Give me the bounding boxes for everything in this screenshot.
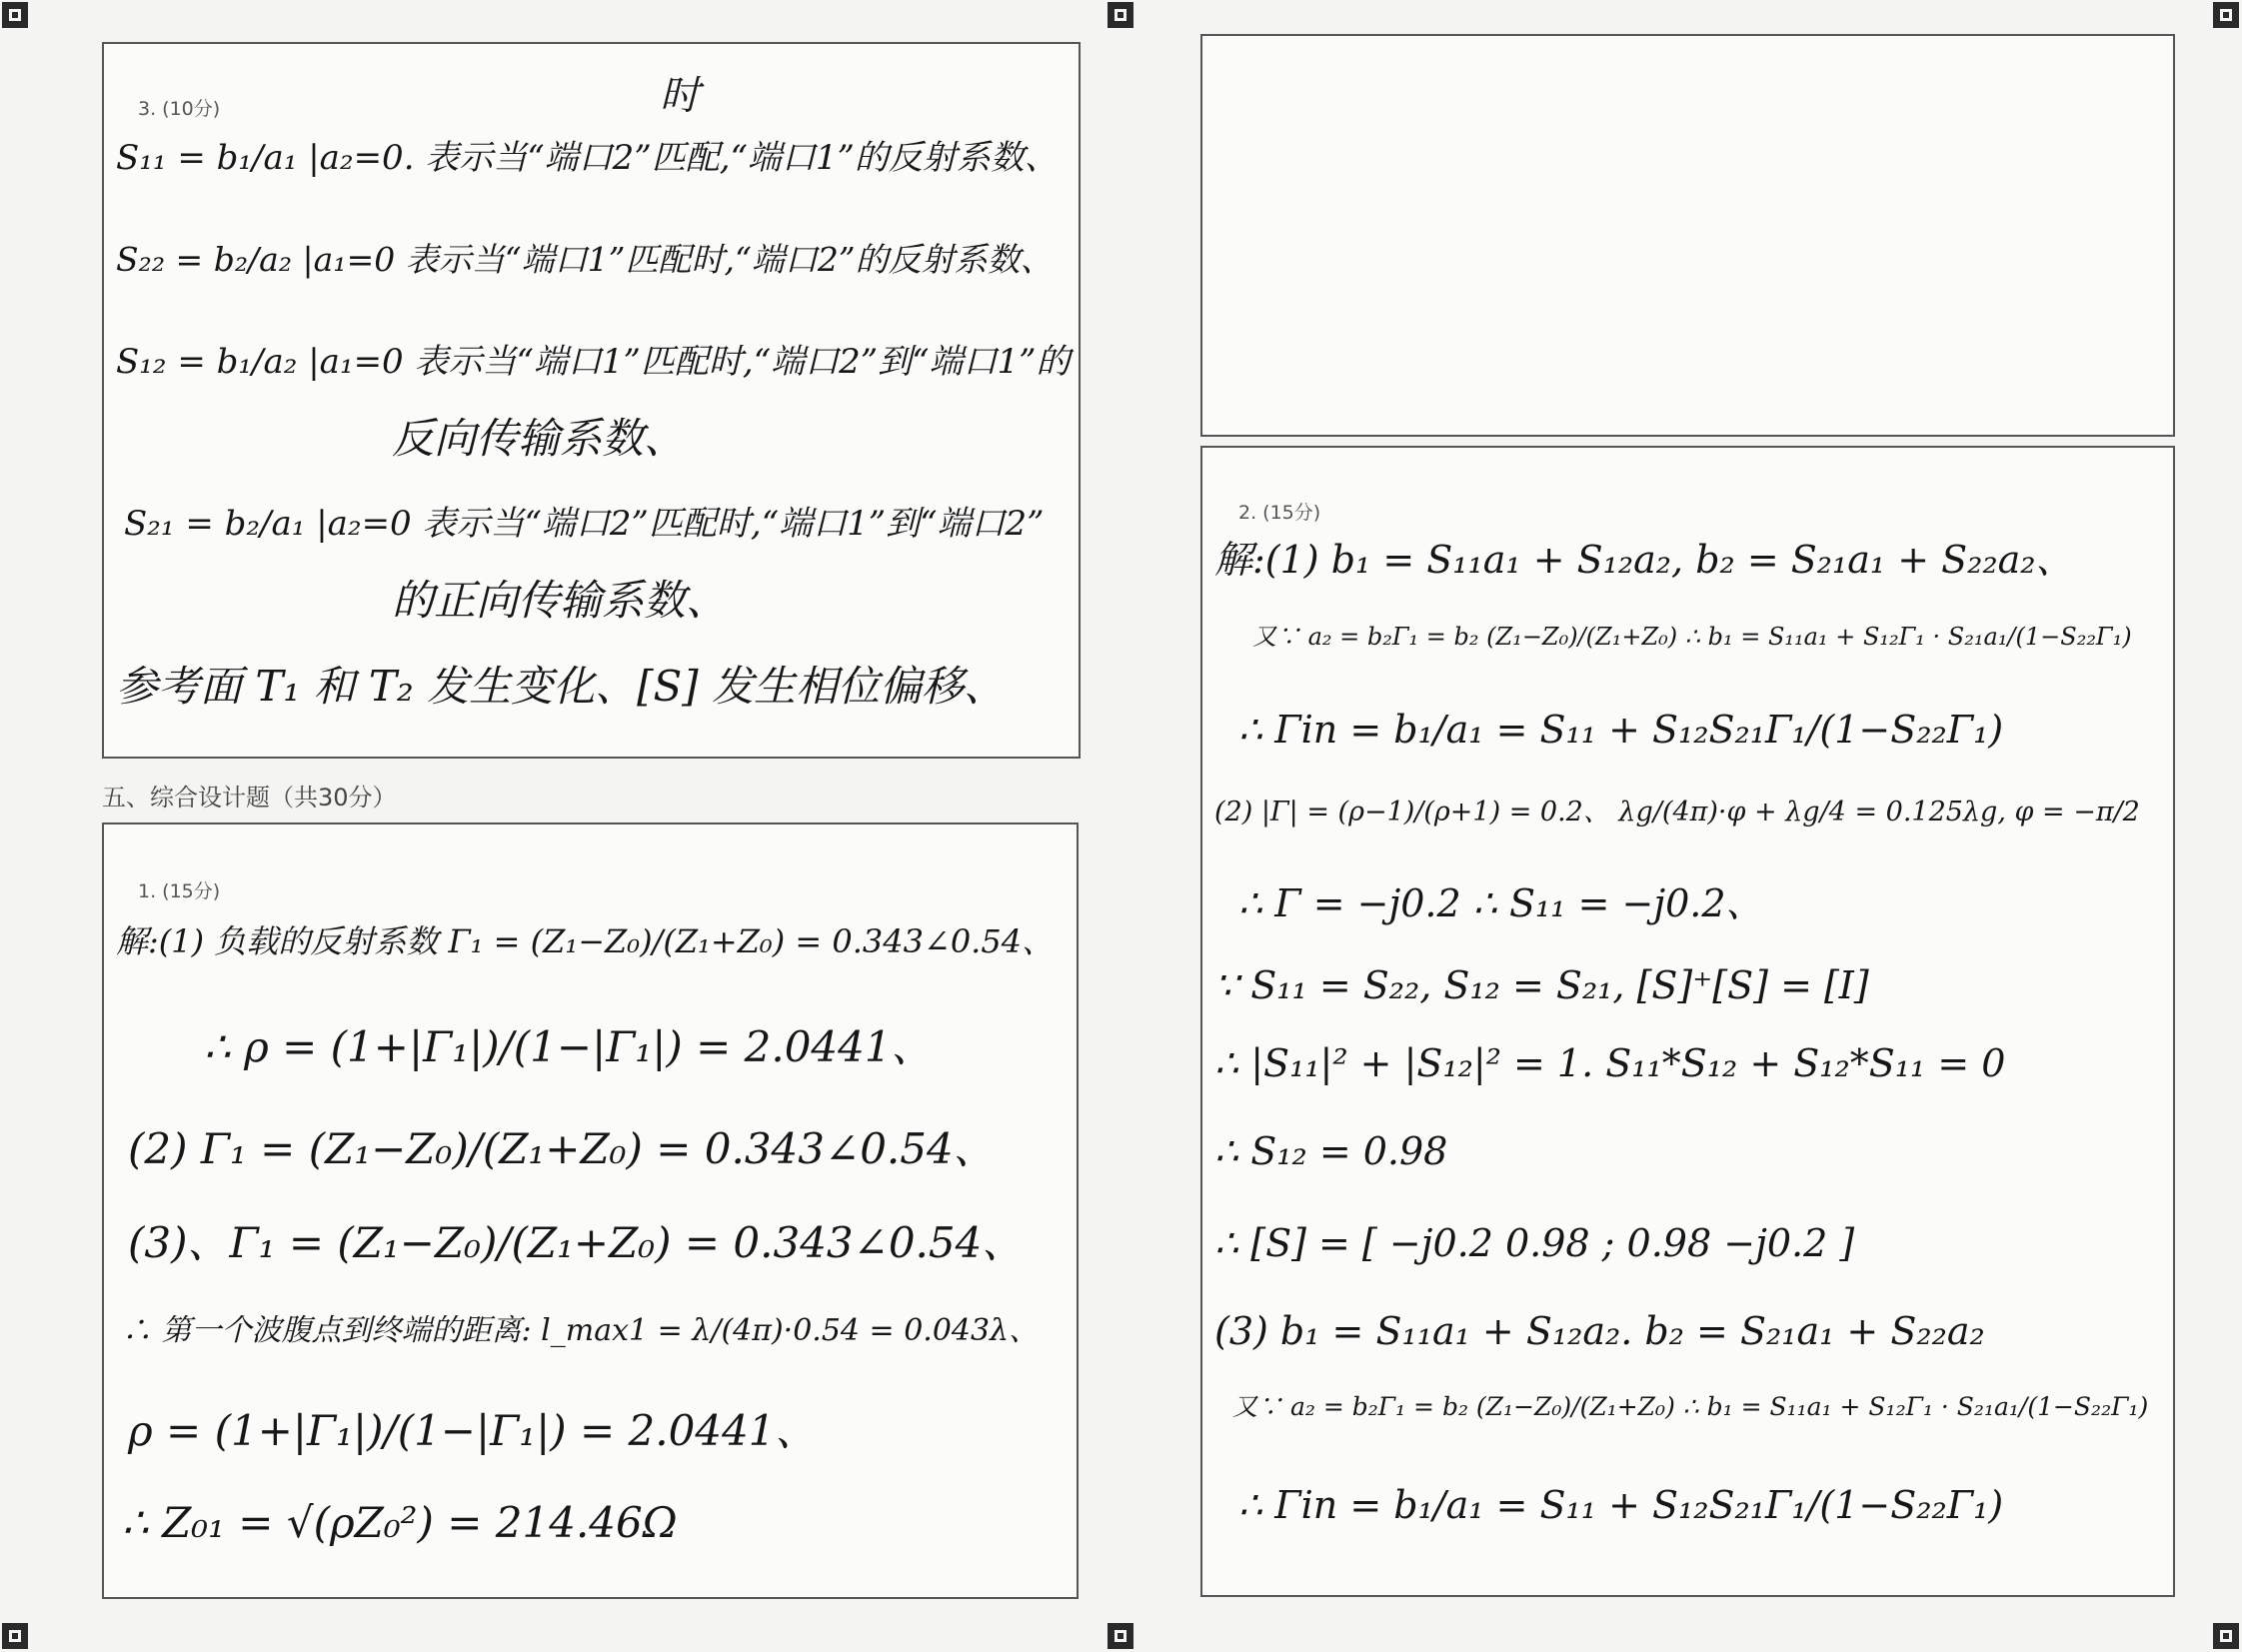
handwritten-line: ∴ [S] = [ −j0.2 0.98 ; 0.98 −j0.2 ] (1214, 1221, 1855, 1265)
registration-marker-bottom-left (2, 1623, 28, 1649)
handwritten-line: (3)、Γ₁ = (Z₁−Z₀)/(Z₁+Z₀) = 0.343∠0.54、 (128, 1218, 1025, 1267)
question-label: 2. (15分) (1238, 502, 1321, 524)
handwritten-line: ρ = (1+|Γ₁|)/(1−|Γ₁|) = 2.0441、 (128, 1406, 818, 1455)
handwritten-line: S₂₁ = b₂/a₁ |a₂=0 表示当“端口2”匹配时,“端口1”到“端口2” (124, 504, 1045, 544)
handwritten-line: ∴ Γ = −j0.2 ∴ S₁₁ = −j0.2、 (1238, 881, 1764, 925)
section-title: 五、综合设计题（共30分） (102, 784, 397, 812)
handwritten-line: (2) Γ₁ = (Z₁−Z₀)/(Z₁+Z₀) = 0.343∠0.54、 (128, 1124, 996, 1173)
answer-box-blank (1200, 34, 2175, 437)
handwritten-line: 解:(1) 负载的反射系数 Γ₁ = (Z₁−Z₀)/(Z₁+Z₀) = 0.343∠0.54、 (116, 922, 1055, 960)
registration-marker-top-right (2213, 2, 2239, 28)
handwritten-line: ∴ ρ = (1+|Γ₁|)/(1−|Γ₁|) = 2.0441、 (204, 1022, 934, 1071)
handwritten-line: ∴ Γin = b₁/a₁ = S₁₁ + S₁₂S₂₁Γ₁/(1−S₂₂Γ₁) (1238, 708, 2004, 752)
handwritten-line: ∵ S₁₁ = S₂₂, S₁₂ = S₂₁, [S]⁺[S] = [I] (1214, 963, 1869, 1007)
handwritten-line: ∴ S₁₂ = 0.98 (1214, 1129, 1448, 1173)
handwritten-line: 的正向传输系数、 (392, 576, 729, 625)
handwritten-line: 参考面 T₁ 和 T₂ 发生变化、[S] 发生相位偏移、 (116, 662, 1006, 711)
question-label: 3. (10分) (138, 98, 221, 120)
handwritten-line: S₂₂ = b₂/a₂ |a₁=0 表示当“端口1”匹配时,“端口2”的反射系数、 (116, 240, 1054, 279)
registration-marker-top-left (2, 2, 28, 28)
handwritten-line: (3) b₁ = S₁₁a₁ + S₁₂a₂. b₂ = S₂₁a₁ + S₂₂a₂ (1214, 1309, 1985, 1353)
handwritten-line: 解:(1) b₁ = S₁₁a₁ + S₁₂a₂, b₂ = S₂₁a₁ + S₂₂a₂、 (1214, 538, 2074, 582)
handwritten-line: (2) |Γ| = (ρ−1)/(ρ+1) = 0.2、 λg/(4π)·φ + λg/4 = 0.125λg, φ = −π/2 (1214, 797, 2140, 827)
handwritten-line: ∴ 第一个波腹点到终端的距离: l_max1 = λ/(4π)·0.54 = 0.043λ、 (122, 1313, 1040, 1348)
question-label: 1. (15分) (138, 880, 221, 902)
answer-box-q2 (1200, 446, 2175, 1597)
registration-marker-bottom-center (1108, 1623, 1133, 1649)
registration-marker-top-center (1108, 2, 1133, 28)
handwritten-line: ∴ |S₁₁|² + |S₁₂|² = 1. S₁₁*S₁₂ + S₁₂*S₁₁ = 0 (1214, 1041, 2006, 1085)
handwritten-line: ∴ Z₀₁ = √(ρZ₀²) = 214.46Ω (122, 1498, 678, 1547)
handwritten-line: 又∵ a₂ = b₂Γ₁ = b₂ (Z₁−Z₀)/(Z₁+Z₀) ∴ b₁ = S₁₁a₁ + S₁₂Γ₁ · S₂₁a₁/(1−S₂₂Γ₁) (1232, 1392, 2149, 1421)
handwritten-line: ∴ Γin = b₁/a₁ = S₁₁ + S₁₂S₂₁Γ₁/(1−S₂₂Γ₁) (1238, 1483, 2004, 1527)
handwritten-line: S₁₂ = b₁/a₂ |a₁=0 表示当“端口1”匹配时,“端口2”到“端口1”的 (116, 342, 1071, 382)
answer-box-q3 (102, 42, 1081, 759)
answer-box-q1 (102, 823, 1079, 1599)
registration-marker-bottom-right (2213, 1623, 2239, 1649)
handwritten-line: 反向传输系数、 (392, 414, 687, 463)
handwritten-line: 又∵ a₂ = b₂Γ₁ = b₂ (Z₁−Z₀)/(Z₁+Z₀) ∴ b₁ = S₁₁a₁ + S₁₂Γ₁ · S₂₁a₁/(1−S₂₂Γ₁) (1252, 623, 2132, 651)
handwritten-stray-mark: 时 (660, 73, 700, 119)
handwritten-line: S₁₁ = b₁/a₁ |a₂=0. 表示当“端口2”匹配,“端口1”的反射系数、 (116, 138, 1059, 178)
